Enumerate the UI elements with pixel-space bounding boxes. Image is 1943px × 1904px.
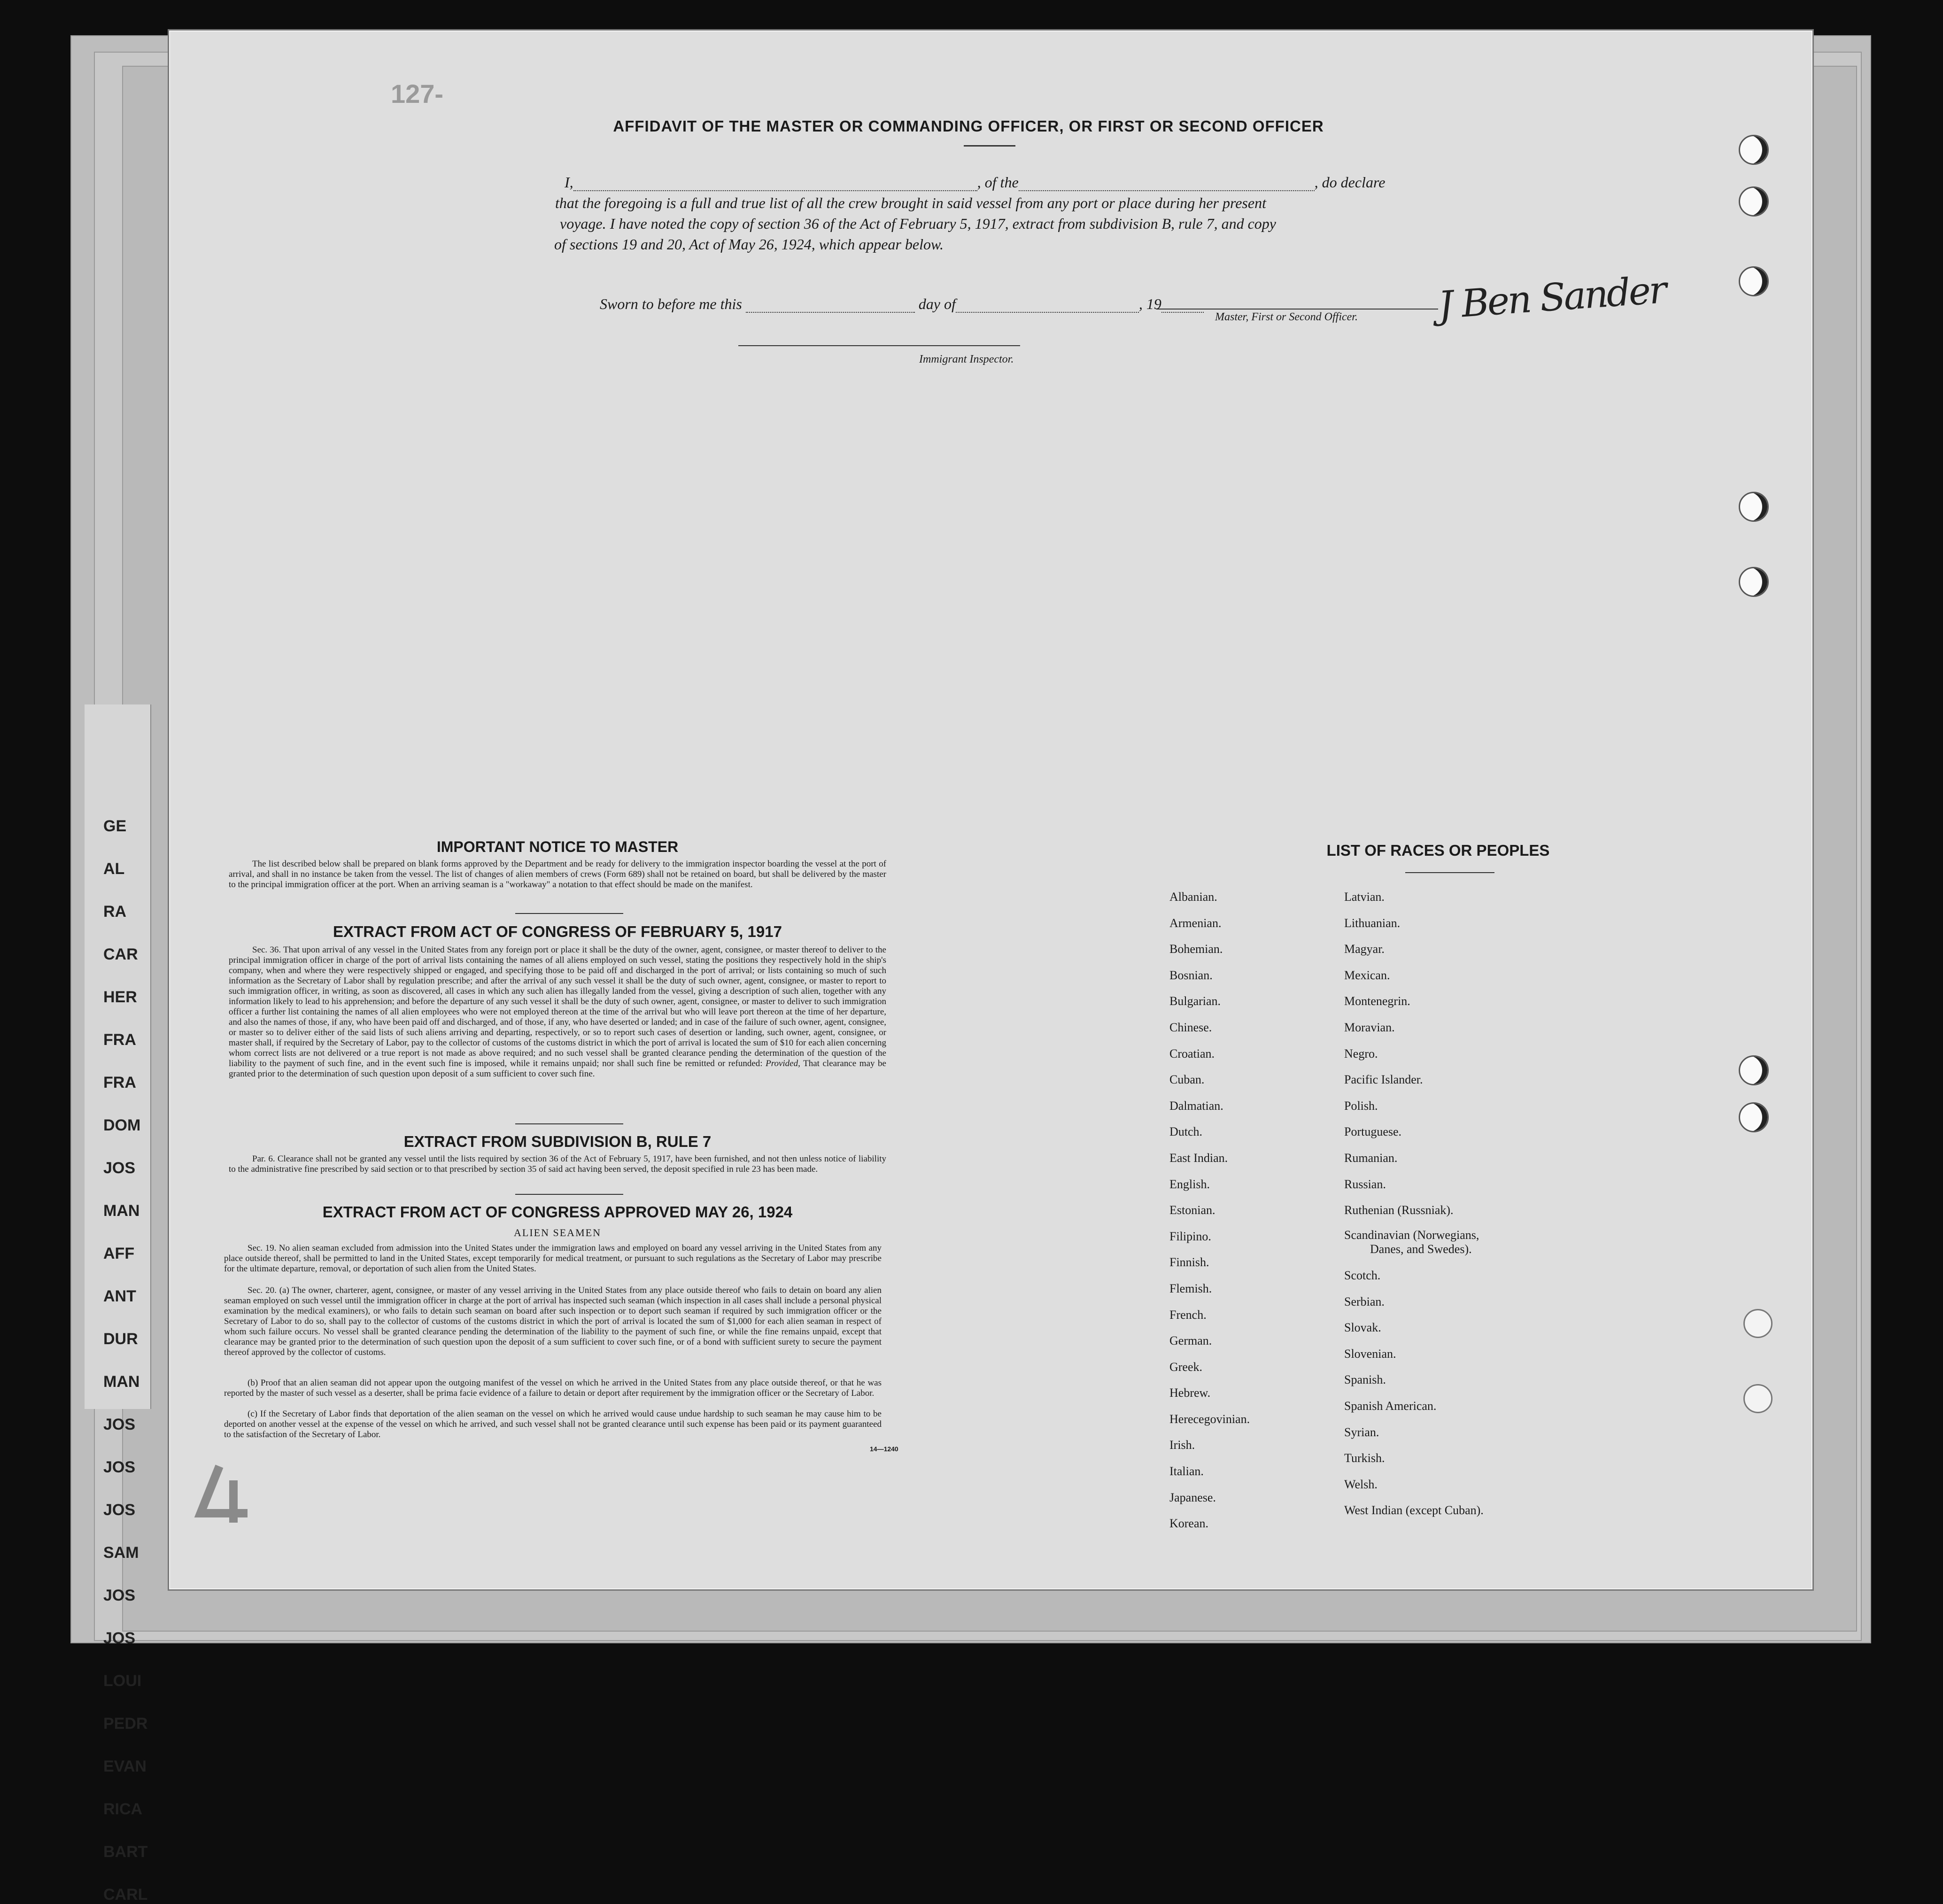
strip-text: SAM: [103, 1544, 139, 1562]
inspector-label: Immigrant Inspector.: [919, 353, 1014, 365]
race-item: Bohemian.: [1169, 942, 1223, 956]
day-of-label: day of: [918, 295, 956, 312]
race-item: Negro.: [1344, 1046, 1378, 1060]
race-item: Slovak.: [1344, 1321, 1381, 1335]
race-item: Dalmatian.: [1169, 1099, 1223, 1113]
sec20a-text: Sec. 20. (a) The owner, charterer, agent, consignee, or master of any vessel arriving in the United States from any place outside thereof who fails to detain on board any alien seaman employed on such vessel until the immigration officer in charge at the port of arrival has inspected such seaman (which inspection in all cases shall include a personal physical examination by the medical examiners), or who fails to detain such seaman on board after such inspection or to deport such seaman if required by such immigration officer or the Secretary of Labor to do so, shall pay to the collector of customs of the customs district in which the port of arrival is located the sum of $1,000 for each alien seaman in respect of whom such failure occurs. No vessel shall be granted clearance pending the determination of the liability to the payment of such fine, or while the fine remains unpaid, except that clearance may be granted prior to the determination of such question upon the deposit of a sum sufficient to cover such fine, or of a bond with sufficient surety to secure the payment thereof approved by the collector of customs.: [224, 1285, 882, 1357]
binding-hole-icon: [1739, 135, 1769, 165]
race-item: Flemish.: [1169, 1281, 1212, 1295]
month-blank[interactable]: [956, 312, 1139, 313]
extract-1917-title: EXTRACT FROM ACT OF CONGRESS OF FEBRUARY 5, 1917: [333, 923, 782, 940]
binding-hole-icon: [1739, 266, 1769, 296]
sec20c-text: (c) If the Secretary of Labor finds that deportation of the alien seaman on the vessel on which he arrived would cause undue hardship to such seaman he may cause him to be deported on another vessel at the expense of the vessel on which he arrived, and such vessel shall not be granted clearance until such expense has been paid or its payment guaranteed to the satisfaction of the Secretary of Labor.: [224, 1409, 882, 1440]
race-item: Moravian.: [1344, 1020, 1395, 1034]
race-item: Greek.: [1169, 1360, 1203, 1374]
document-page: [169, 31, 1812, 1589]
race-item: Irish.: [1169, 1438, 1195, 1452]
notice-title: IMPORTANT NOTICE TO MASTER: [436, 838, 679, 855]
strip-text: LOUI: [103, 1672, 142, 1690]
strip-text: ANT: [103, 1287, 136, 1305]
extract-1917-text: [229, 945, 886, 1079]
race-item: French.: [1169, 1308, 1207, 1322]
race-item: Croatian.: [1169, 1046, 1215, 1060]
strip-text: FRA: [103, 1031, 136, 1049]
vessel-blank[interactable]: [1019, 190, 1315, 191]
strip-text: JOS: [103, 1629, 136, 1647]
race-item: English.: [1169, 1177, 1210, 1191]
race-item: Filipino.: [1169, 1229, 1211, 1243]
strip-text: JOS: [103, 1416, 136, 1433]
affidavit-title: AFFIDAVIT OF THE MASTER OR COMMANDING OFFICER, OR FIRST OR SECOND OFFICER: [613, 117, 1324, 135]
inspector-line: [738, 345, 1020, 346]
race-item: Latvian.: [1344, 890, 1385, 904]
strip-text: JOS: [103, 1501, 136, 1519]
race-item: West Indian (except Cuban).: [1344, 1503, 1484, 1517]
affidavit-i: I,: [565, 174, 573, 191]
divider: [515, 1194, 623, 1195]
strip-text: GE: [103, 817, 127, 835]
form-number: 14—1240: [870, 1445, 898, 1453]
race-item: Scotch.: [1344, 1269, 1381, 1283]
strip-text: HER: [103, 988, 137, 1006]
sec19-text: Sec. 19. No alien seaman excluded from admission into the United States under the immigration laws and employed on board any vessel arriving in the United States from any place outside thereof, shall be permitted to land in the United States, except temporarily for medical treatment, or pursuant to such regulations as the Secretary of Labor may prescribe for the ultimate departure, removal, or deportation of such alien from the United States.: [224, 1243, 882, 1274]
race-item: Finnish.: [1169, 1255, 1209, 1269]
race-item: Montenegrin.: [1344, 994, 1410, 1008]
race-item: Bulgarian.: [1169, 994, 1221, 1008]
race-item: German.: [1169, 1334, 1212, 1348]
sec-36-end: That clearance may be granted prior to the determination of such question upon deposit of a sum sufficient to cover such fine.: [229, 1059, 886, 1079]
binding-hole-icon: [1739, 492, 1769, 522]
race-item: Mexican.: [1344, 968, 1390, 982]
year-blank[interactable]: [1161, 312, 1204, 313]
sec-label: Sec. 36.: [252, 945, 281, 955]
binding-hole-icon: [1743, 1384, 1773, 1413]
rule7-text: Par. 6. Clearance shall not be granted any vessel until the lists required by section 36 of the Act of February 5, 1917, have been furnished, and not then unless notice of liability to the administrative fine prescribed by said section or to that prescribed by section 35 of said act having been served, the deposit specified in rule 23 has been made.: [229, 1154, 886, 1174]
provided-label: Provided,: [766, 1059, 800, 1068]
affidavit-line1: [565, 174, 1485, 191]
strip-text: JOS: [103, 1159, 136, 1177]
divider: [964, 145, 1015, 147]
race-item: Dutch.: [1169, 1125, 1203, 1139]
binding-hole-icon: [1739, 567, 1769, 597]
strip-text: PEDR: [103, 1715, 148, 1733]
binding-hole-icon: [1739, 1055, 1769, 1085]
strip-text: CARL: [103, 1886, 148, 1904]
sworn-label: Sworn to before me this: [600, 295, 742, 312]
affidavit-of-the: , of the: [977, 174, 1019, 191]
side-strip-names: [85, 704, 151, 1904]
strip-text: EVAN: [103, 1757, 147, 1775]
strip-text: CAR: [103, 945, 138, 963]
stamp-mark-icon: [191, 1462, 257, 1527]
affidavit-line2: that the foregoing is a full and true list of all the crew brought in said vessel from any port or place during her present: [555, 194, 1266, 211]
sec20b-text: (b) Proof that an alien seaman did not appear upon the outgoing manifest of the vessel on which he arrived in the United States from any place outside thereof, or that he was reported by the master of such vessel as a deserter, shall be prima facie evidence of a failure to detain or deport after requirement by the immigration officer or the Secretary of Labor.: [224, 1378, 882, 1398]
rule7-title: EXTRACT FROM SUBDIVISION B, RULE 7: [403, 1133, 712, 1150]
race-item: Slovenian.: [1344, 1347, 1396, 1361]
race-item: Spanish American.: [1344, 1399, 1437, 1413]
strip-text: DUR: [103, 1330, 138, 1348]
race-item-scandinavian: Scandinavian (Norwegians,: [1344, 1228, 1479, 1242]
strip-text: JOS: [103, 1587, 136, 1604]
extract-1924-title: EXTRACT FROM ACT OF CONGRESS APPROVED MAY 26, 1924: [322, 1203, 793, 1221]
race-item: Syrian.: [1344, 1425, 1379, 1439]
race-item: Ruthenian (Russniak).: [1344, 1203, 1454, 1217]
strip-text: BART: [103, 1843, 148, 1861]
race-item: Lithuanian.: [1344, 916, 1401, 930]
strip-text: MAN: [103, 1202, 140, 1220]
race-item: Russian.: [1344, 1177, 1386, 1191]
divider: [515, 913, 623, 914]
strip-text: AFF: [103, 1245, 135, 1262]
strip-text: DOM: [103, 1116, 141, 1134]
name-blank[interactable]: [573, 190, 977, 191]
race-item: Rumanian.: [1344, 1151, 1398, 1165]
race-item: [1344, 1223, 1484, 1262]
race-item: East Indian.: [1169, 1151, 1228, 1165]
strip-text: RA: [103, 903, 127, 921]
race-item: Chinese.: [1169, 1020, 1212, 1034]
notice-text: The list described below shall be prepared on blank forms approved by the Department and be ready for delivery to the immigration inspector boarding the vessel at the port of arrival, and shall in no instance be taken from the vessel. The list of changes of alien members of crews (Form 689) shall not be retained on board, but shall be delivered by the master to the principal immigration officer at the port. When an arriving seaman is a "workaway" a notation to that effect should be made on the manifest.: [229, 859, 886, 890]
races-right-column: [1344, 884, 1484, 1524]
affidavit-line4: of sections 19 and 20, Act of May 26, 1924, which appear below.: [554, 236, 944, 253]
divider: [1405, 872, 1494, 873]
strip-text: AL: [103, 860, 125, 878]
page-number: 127-: [391, 79, 444, 108]
races-left-column: [1160, 884, 1250, 1537]
race-item: Portuguese.: [1344, 1125, 1402, 1139]
master-label: Master, First or Second Officer.: [1215, 311, 1358, 323]
race-item: Albanian.: [1169, 890, 1217, 904]
race-item: Bosnian.: [1169, 968, 1213, 982]
race-item: Italian.: [1169, 1464, 1204, 1478]
race-item: Estonian.: [1169, 1203, 1215, 1217]
strip-text: RICA: [103, 1800, 143, 1818]
binding-hole-icon: [1739, 186, 1769, 217]
race-item: Cuban.: [1169, 1073, 1205, 1087]
race-item: Pacific Islander.: [1344, 1073, 1423, 1087]
alien-seamen-subtitle: ALIEN SEAMEN: [514, 1227, 601, 1238]
divider: [515, 1123, 623, 1124]
race-item: Japanese.: [1169, 1490, 1216, 1504]
race-item: Herecegovinian.: [1169, 1412, 1250, 1426]
year-label: , 19: [1138, 295, 1161, 312]
race-item: Hebrew.: [1169, 1386, 1211, 1400]
races-title: LIST OF RACES OR PEOPLES: [1326, 842, 1550, 859]
race-item: Armenian.: [1169, 916, 1222, 930]
strip-text: MAN: [103, 1373, 140, 1391]
sworn-line: [600, 295, 1204, 313]
race-item: Turkish.: [1344, 1451, 1385, 1465]
binding-hole-icon: [1739, 1102, 1769, 1132]
binding-hole-icon: [1743, 1309, 1773, 1338]
affidavit-line3: voyage. I have noted the copy of section 36 of the Act of February 5, 1917, extract from subdivision B, rule 7, and copy: [560, 215, 1276, 232]
race-item: Korean.: [1169, 1517, 1209, 1531]
race-item: Spanish.: [1344, 1373, 1386, 1387]
strip-text: JOS: [103, 1458, 136, 1476]
race-item-scandinavian-cont: Danes, and Swedes).: [1370, 1242, 1472, 1256]
race-item: Welsh.: [1344, 1477, 1378, 1491]
sworn-day-blank[interactable]: [746, 312, 915, 313]
affidavit-do-declare: , do declare: [1314, 174, 1386, 191]
race-item: Magyar.: [1344, 942, 1385, 956]
race-item: Serbian.: [1344, 1294, 1385, 1308]
strip-text: FRA: [103, 1074, 136, 1091]
signature: J Ben Sander: [1437, 268, 1667, 327]
race-item: Polish.: [1344, 1099, 1378, 1113]
sec-36-text: That upon arrival of any vessel in the United States from any foreign port or place it shall be the duty of the owner, agent, consignee, or master thereof to deliver to the principal immigration officer in charge of the port of arrival lists containing the names of all aliens employed on such vessel, stating the positions they respectively hold in the ship's company, when and where they were respectively shipped or engaged, and specifying those to be paid off and discharged in the port of arrival; or lists containing so much of such information as the Secretary of Labor shall by regulation prescribe; and after the arrival of any such vessel it shall be the duty of such owner, agent, consignee, or master to report to such immigration officer, in writing, as soon as discovered, all cases in which any such alien has illegally landed from the vessel, giving a description of such alien, together with any information likely to lead to his apprehension; and before the departure of any such vessel it shall be the duty of such owner, agent, consignee, or master to deliver to such immigration officer a further list containing the names of all alien employees who were not employed thereon at the time of the arrival but who will leave port thereon at the time of her departure, and also the names of those, if any, who have been paid off and discharged, and of those, if any, who have deserted or landed; and in case of the failure of such owner, agent, consignee, or master so to deliver either of the said lists of such aliens arriving and departing, respectively, or so to report such cases of desertion or landing, such owner, agent, consignee, or master shall, if required by the Secretary of Labor, pay to the collector of customs of the customs district in which the port of arrival is located the sum of $10 for each alien concerning whom correct lists are not delivered or a true report is not made as above required; and no such vessel shall be granted clearance pending the determination of the question of the liability to the payment of such fine, and in the event such fine is imposed, while it remains unpaid; nor shall such fine be remitted or refunded:: [229, 945, 886, 1068]
